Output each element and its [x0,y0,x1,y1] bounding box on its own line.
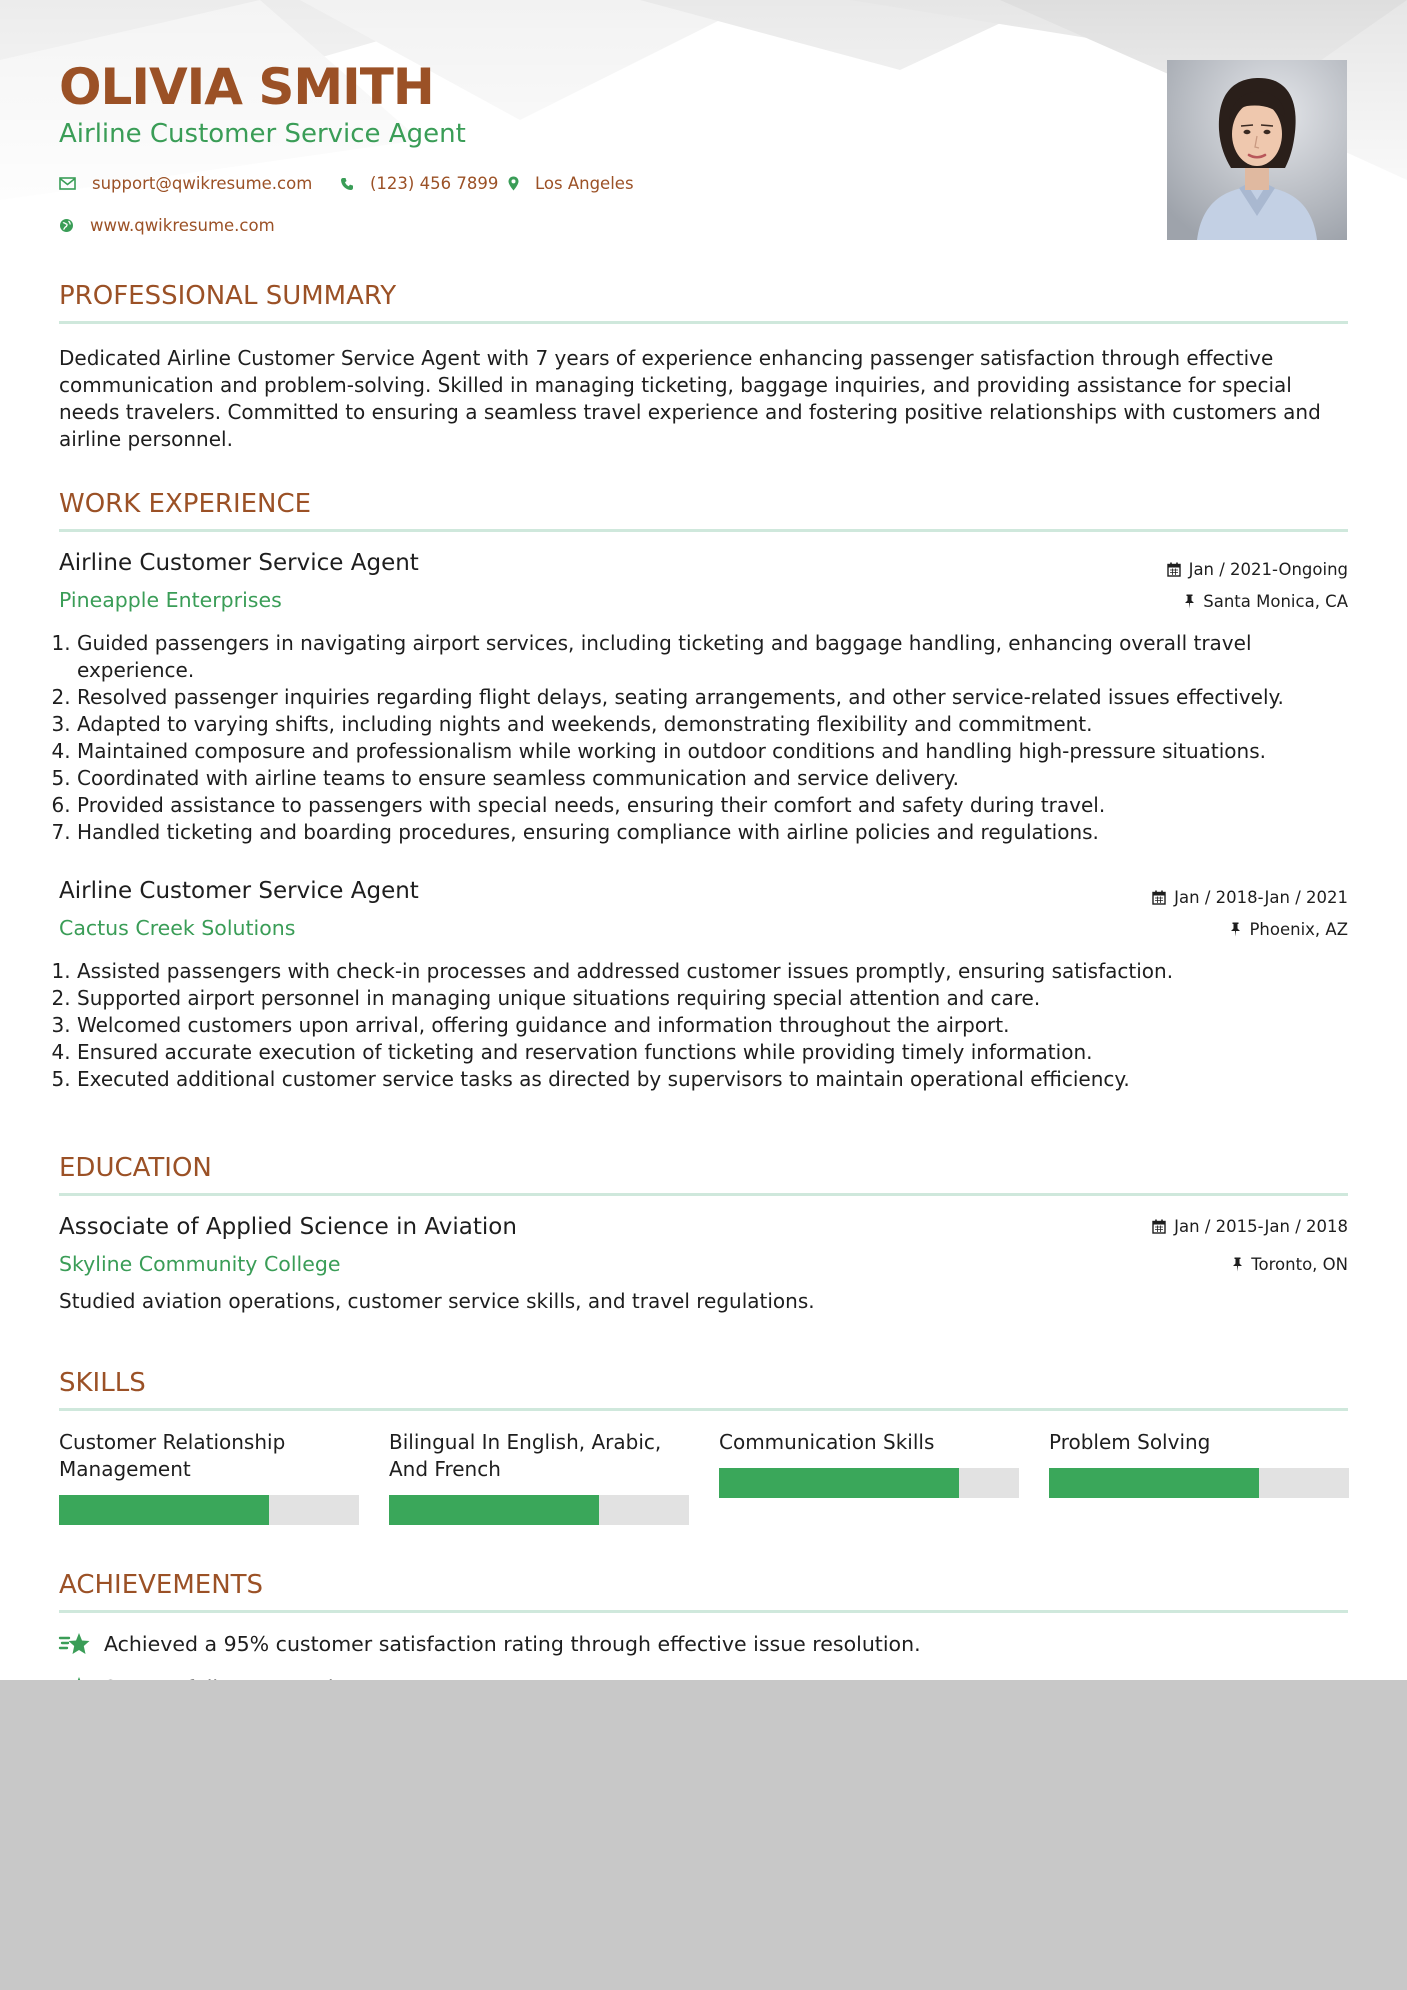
job-location-text: Santa Monica, CA [1203,592,1348,611]
calendar-icon [1152,1219,1166,1234]
education-description: Studied aviation operations, customer service skills, and travel regulations. [59,1289,815,1313]
job-bullets [59,630,1367,846]
skill-item [59,1429,359,1525]
achievement-item [59,1632,921,1656]
education-heading: EDUCATION [59,1153,212,1183]
profile-photo [1167,60,1347,240]
backdrop [0,1680,1407,1990]
skill-label: Customer Relationship Management [59,1430,286,1481]
job-company: Cactus Creek Solutions [59,916,296,940]
skill-item [1049,1429,1349,1498]
pin-icon [1232,1257,1243,1272]
skill-bar-fill [719,1468,959,1498]
location-text: Los Angeles [535,174,634,193]
achievement-text: Achieved a 95% customer satisfaction rating through effective issue resolution. [104,1632,921,1656]
job-location-text: Phoenix, AZ [1249,920,1348,939]
experience-heading: WORK EXPERIENCE [59,489,312,519]
email-text: support@qwikresume.com [92,174,313,193]
map-marker-icon [508,176,519,191]
education-location [1232,1255,1348,1274]
list-item: 7. Handled ticketing and boarding procedures, ensuring compliance with airline policies and regulations. [77,819,1367,846]
pin-icon [1230,922,1241,937]
skill-bar-fill [59,1495,269,1525]
contact-phone[interactable] [340,174,498,193]
education-location-text: Toronto, ON [1251,1255,1348,1274]
calendar-icon [1152,890,1166,905]
list-item: 2. Resolved passenger inquiries regarding flight delays, seating arrangements, and other service-related issues effectively. [77,684,1367,711]
achievements-heading: ACHIEVEMENTS [59,1570,264,1600]
summary-divider [59,321,1348,324]
job-title: Airline Customer Service Agent [59,550,419,576]
job-location [1184,592,1348,611]
website-text: www.qwikresume.com [90,216,275,235]
job-company: Pineapple Enterprises [59,588,282,612]
skill-bar [1049,1468,1349,1498]
calendar-icon [1167,562,1181,577]
pin-icon [1184,594,1195,609]
school-name: Skyline Community College [59,1252,341,1276]
education-dates [1152,1217,1348,1236]
star-award-icon [59,1632,90,1656]
job-bullets [59,958,1367,1093]
job-dates-text: Jan / 2021-Ongoing [1188,560,1348,579]
list-item: 4. Ensured accurate execution of ticketing and reservation functions while providing timely information. [77,1039,1367,1066]
job-title: Airline Customer Service Agent [59,878,419,904]
education-dates-text: Jan / 2015-Jan / 2018 [1174,1217,1348,1236]
degree-title: Associate of Applied Science in Aviation [59,1214,517,1240]
experience-divider [59,529,1348,532]
summary-text: Dedicated Airline Customer Service Agent with 7 years of experience enhancing passenger satisfaction through effective communication and problem-solving. Skilled in managing ticketing, baggage inquiries, and providing assistance for special needs travelers. Committed to ensuring a seamless travel experience and fostering positive relationships with customers and airline personnel. [59,346,1321,451]
skill-bar [719,1468,1019,1498]
skills-divider [59,1408,1348,1411]
list-item: 1. Assisted passengers with check-in processes and addressed customer issues promptly, ensuring satisfaction. [77,958,1367,985]
list-item: 6. Provided assistance to passengers with special needs, ensuring their comfort and safety during travel. [77,792,1367,819]
list-item: 2. Supported airport personnel in managing unique situations requiring special attention and care. [77,985,1367,1012]
skill-label: Bilingual In English, Arabic, And French [389,1430,662,1481]
skill-bar-fill [389,1495,599,1525]
achievements-divider [59,1610,1348,1613]
skill-item [389,1429,689,1525]
candidate-name: OLIVIA SMITH [59,58,434,116]
envelope-icon [59,177,76,190]
candidate-title: Airline Customer Service Agent [59,119,466,149]
skill-item [719,1429,1019,1498]
list-item: 4. Maintained composure and professionalism while working in outdoor conditions and handling high-pressure situations. [77,738,1367,765]
skill-label: Problem Solving [1049,1430,1211,1454]
contact-website[interactable] [59,216,275,235]
job-dates [1167,560,1348,579]
skill-label: Communication Skills [719,1430,935,1454]
list-item: 3. Adapted to varying shifts, including nights and weekends, demonstrating flexibility and commitment. [77,711,1367,738]
skills-heading: SKILLS [59,1368,146,1398]
list-item: 5. Executed additional customer service tasks as directed by supervisors to maintain operational efficiency. [77,1066,1367,1093]
job-dates-text: Jan / 2018-Jan / 2021 [1174,888,1348,907]
contact-email[interactable] [59,174,312,193]
education-divider [59,1193,1348,1196]
list-item: 5. Coordinated with airline teams to ensure seamless communication and service delivery. [77,765,1367,792]
job-location [1230,920,1348,939]
skill-bar [59,1495,359,1525]
contact-location [508,174,634,193]
summary-heading: PROFESSIONAL SUMMARY [59,281,397,311]
skill-bar-fill [1049,1468,1259,1498]
job-dates [1152,888,1348,907]
list-item: 1. Guided passengers in navigating airport services, including ticketing and baggage handling, enhancing overall travel experience. [77,630,1367,684]
phone-text: (123) 456 7899 [370,174,499,193]
phone-icon [340,177,354,191]
list-item: 3. Welcomed customers upon arrival, offering guidance and information throughout the airport. [77,1012,1367,1039]
skill-bar [389,1495,689,1525]
globe-icon [59,218,74,233]
